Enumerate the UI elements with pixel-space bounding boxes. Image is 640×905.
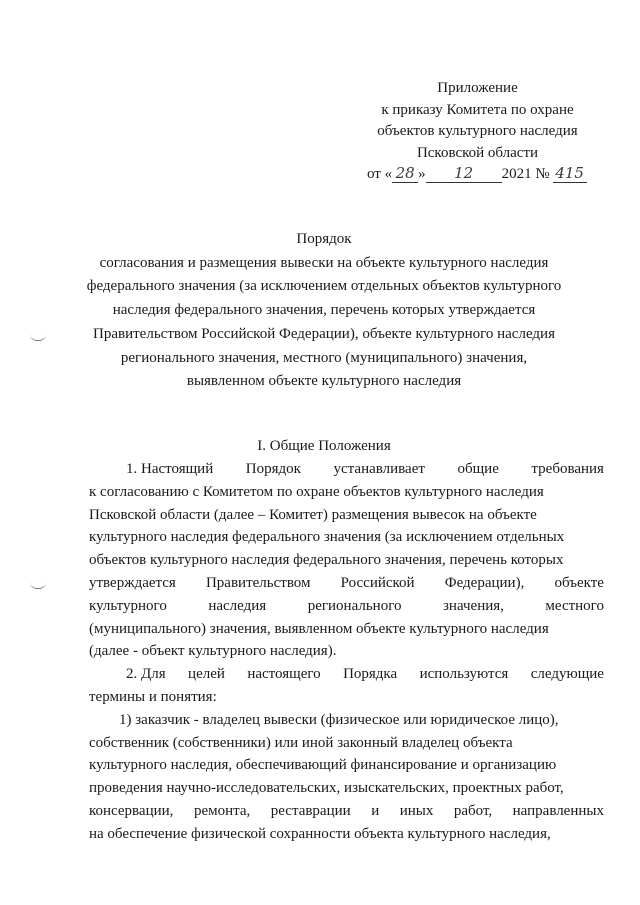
body-line [89,823,604,846]
body-text-segment: Порядок [245,461,301,477]
body-text-segment: Псковской области (далее – Комитет) размещения вывесок на объекте [89,506,537,523]
body-text-segment: утверждается [89,574,176,591]
body-line [89,800,604,823]
body-text-segment: реставрации [270,802,351,819]
body-line [89,458,604,481]
body-text-segment: направленных [512,802,604,819]
body-text-segment: проведения научно-исследовательских, изыскательских, проектных работ, [89,780,564,797]
title-line: выявленном объекте культурного наследия [186,373,462,390]
body-line [89,549,604,572]
body-text-segment: значения, [443,597,504,614]
body-text-segment: объекте [554,574,604,591]
order-number-field [553,165,587,183]
body-text-segment: ремонта, [193,802,251,819]
document-title-block [60,228,588,394]
body-line [89,481,604,504]
date-day: 28 [395,164,415,182]
document-title: Порядок [296,231,352,247]
body-text-segment: собственник (собственники) или иной законный владелец объекта [89,734,513,751]
title-line: согласования и размещения вывески на объекте культурного наследия [99,254,549,271]
body-text-segment: консервации, [89,802,174,819]
body-text-segment: (далее - объект культурного наследия). [89,643,337,660]
body-text-segment: Порядка [343,666,398,683]
date-prefix: от « [367,166,393,182]
body-text-segment: целей [188,666,225,683]
body-line [89,709,604,732]
title-line: наследия федерального значения, перечень которых утверждается [112,302,536,319]
appendix-title: Приложение [437,80,518,96]
date-separator: » [418,166,426,182]
body-text-segment: регионального [307,597,402,614]
body-text-segment: настоящего [247,666,321,683]
appendix-committee-line: объектов культурного наследия [377,123,578,139]
body-line [89,572,604,595]
title-line: регионального значения, местного (муниципального) значения, [120,349,528,366]
body-line [89,595,604,618]
body-text-segment: требования [531,461,604,477]
body-line [89,526,604,549]
body-text-segment: общие [457,461,499,477]
body-text-segment: устанавливает [333,461,425,477]
body-text-segment: Федерации), [444,574,525,591]
date-month: 12 [454,164,474,182]
body-line [89,777,604,800]
order-number: 415 [555,164,584,182]
date-year: 2021 № [501,166,550,182]
body-text-segment: следующие [530,666,604,683]
body-text-segment: культурного наследия федерального значения (за исключением отдельных [89,529,565,546]
title-line: Правительством Российской Федерации), объекте культурного наследия [93,325,555,342]
body-line [89,732,604,755]
appendix-block [355,78,600,186]
body-text-segment: 2. Для [126,666,166,683]
body-text-segment: иных [399,802,434,819]
margin-mark [30,334,46,341]
body-text-segment: к согласованию с Комитетом по охране объектов культурного наследия [89,483,544,500]
body-text-segment: Правительством [205,574,311,591]
body-text-segment: местного [545,597,604,614]
document-body [89,458,604,846]
body-line [89,618,604,641]
body-text-segment: Российской [340,574,415,591]
margin-mark [30,582,46,589]
body-text-segment: (муниципального) значения, выявленном объекте культурного наследия [89,620,549,637]
title-line: федерального значения (за исключением отдельных объектов культурного [86,278,562,295]
body-text-segment: культурного наследия, обеспечивающий финансирование и организацию [89,757,557,774]
appendix-order-line: к приказу Комитета по охране [381,101,574,118]
appendix-region-line: Псковской области [416,144,539,161]
body-text-segment: 1) заказчик - владелец вывески (физическое или юридическое лицо), [119,711,559,728]
body-text-segment: термины и понятия: [89,688,217,705]
body-line [89,663,604,686]
body-line [89,754,604,777]
body-line [89,686,604,709]
body-text-segment: используются [419,666,509,683]
body-text-segment: и [371,802,380,819]
body-line [89,504,604,527]
date-day-field [392,165,418,183]
body-text-segment: на обеспечение физической сохранности объекта культурного наследия, [89,825,551,842]
body-text-segment: 1. Настоящий [126,461,214,477]
appendix-date-line [355,164,600,186]
body-text-segment: культурного [89,597,167,614]
body-text-segment: наследия [208,597,267,614]
body-text-segment: работ, [453,802,493,819]
section-heading: I. Общие Положения [257,438,391,454]
date-month-field [426,165,502,183]
body-text-segment: объектов культурного наследия федерального значения, перечень которых [89,552,564,569]
body-line [89,640,604,663]
